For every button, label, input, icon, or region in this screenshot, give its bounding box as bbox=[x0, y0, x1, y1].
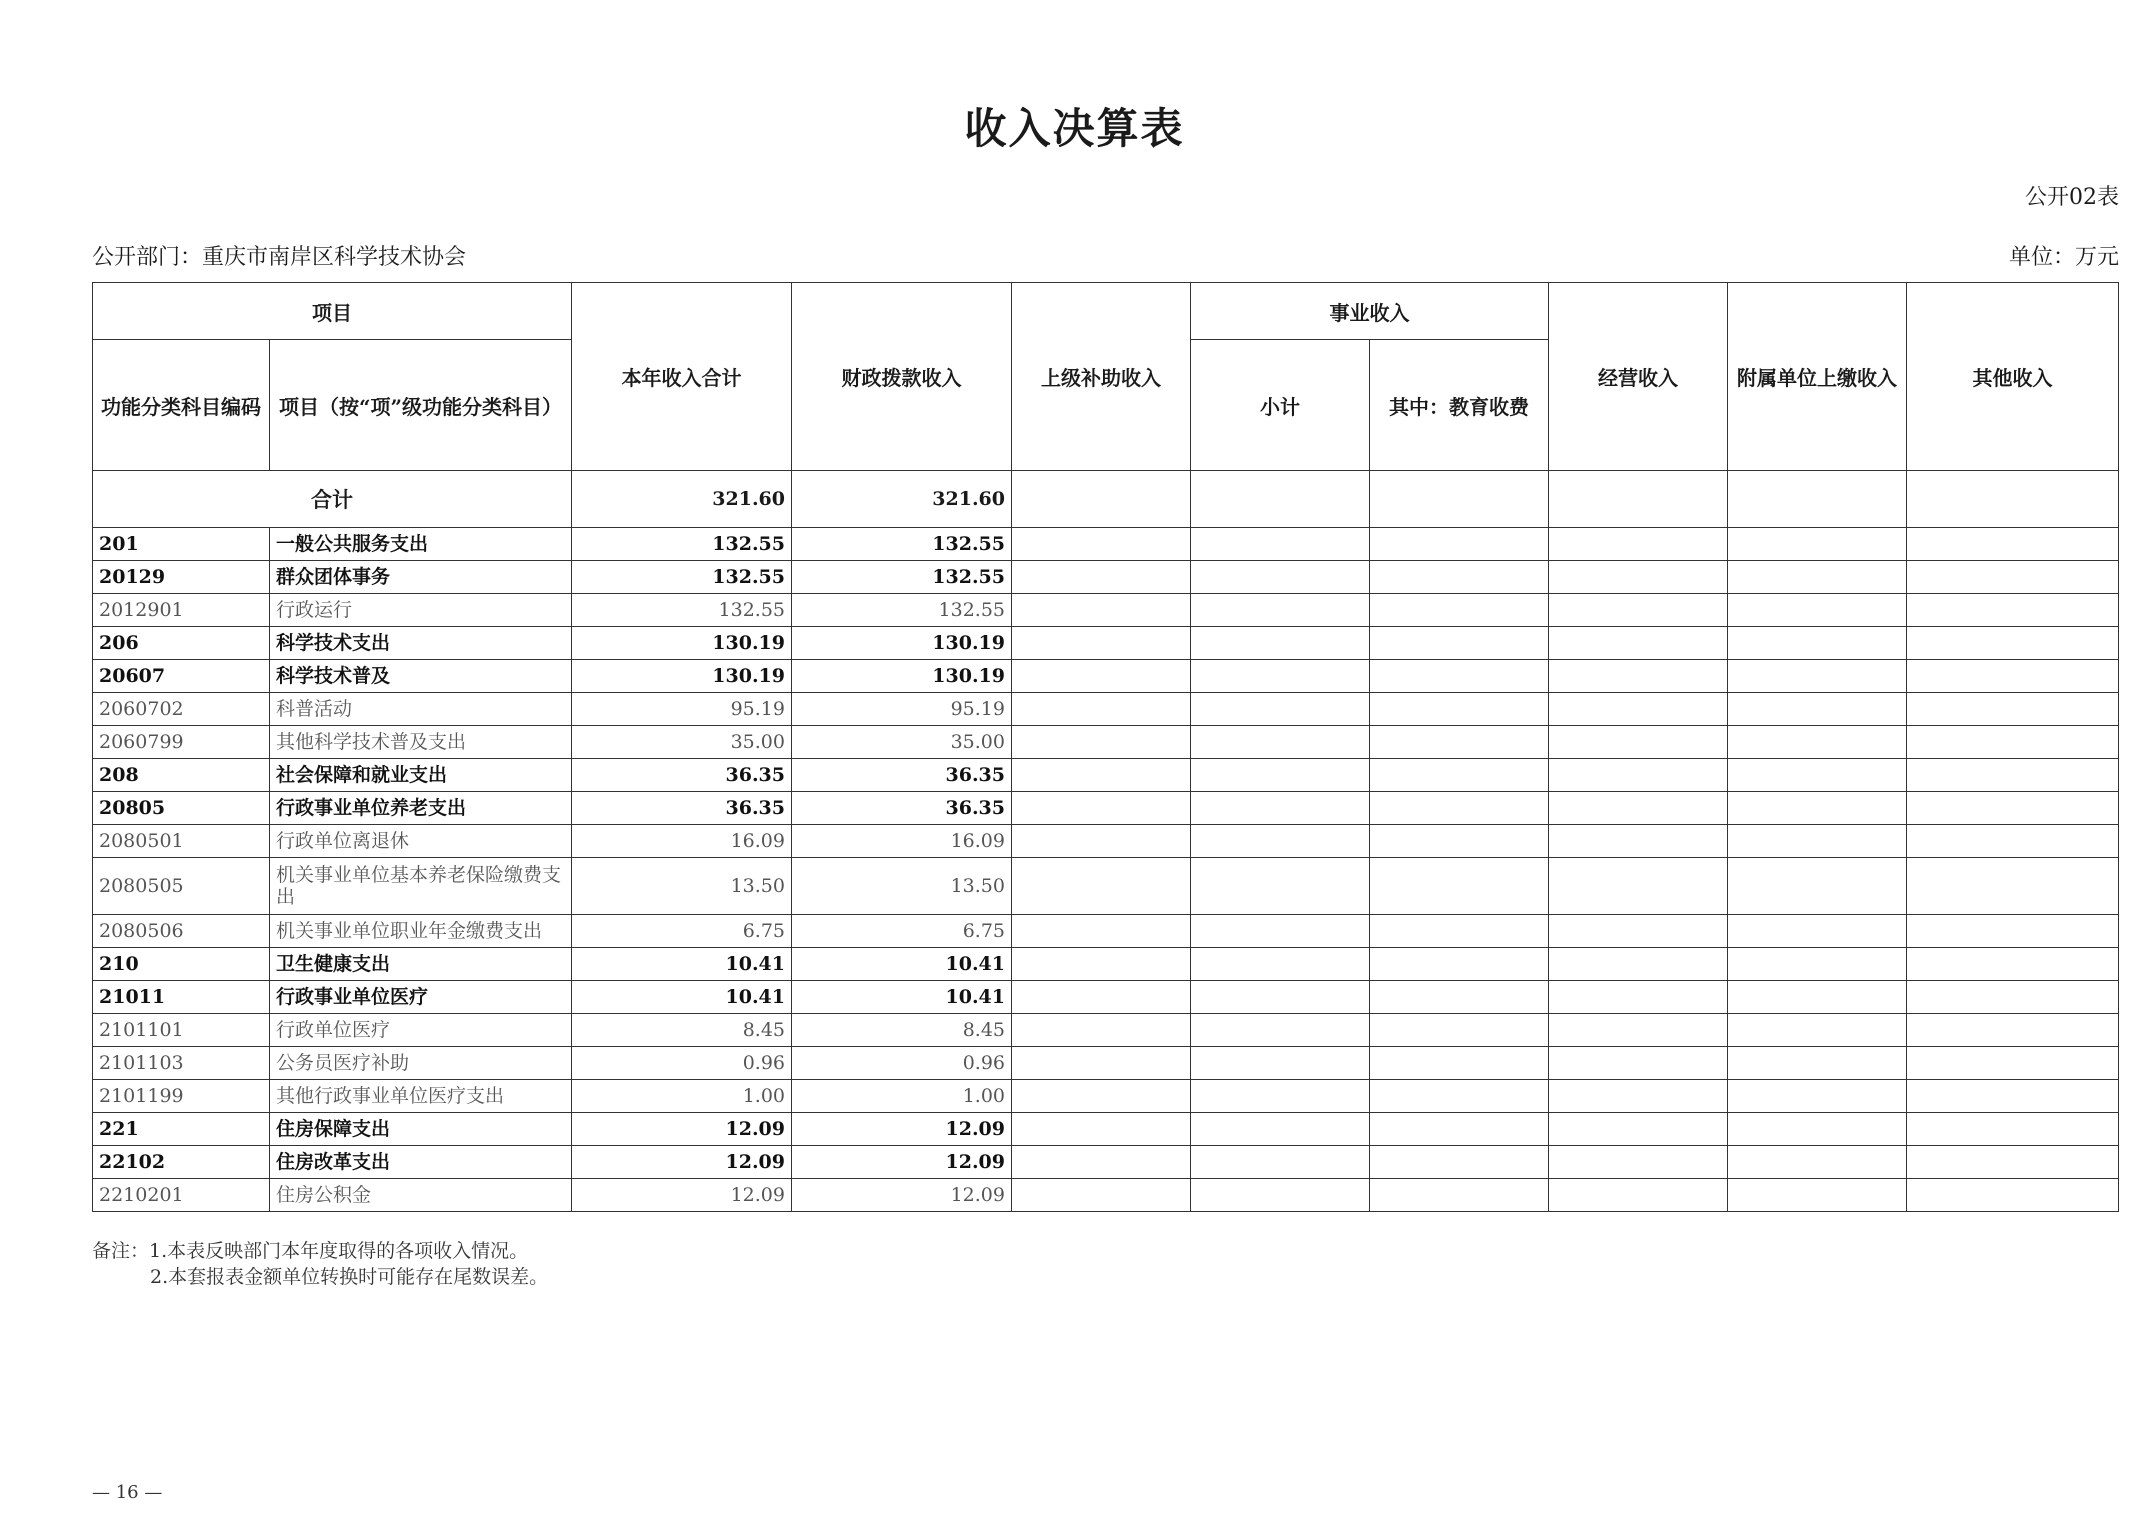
empty-cell bbox=[1370, 726, 1549, 759]
empty-cell bbox=[1191, 1146, 1370, 1179]
empty-cell bbox=[1370, 471, 1549, 528]
table-row bbox=[93, 1113, 2119, 1146]
empty-cell bbox=[1191, 948, 1370, 981]
row-name: 行政单位医疗 bbox=[270, 1014, 572, 1047]
header-code: 功能分类科目编码 bbox=[93, 340, 270, 471]
row-code: 208 bbox=[93, 759, 270, 792]
empty-cell bbox=[1907, 981, 2119, 1014]
row-total: 95.19 bbox=[572, 693, 792, 726]
empty-cell bbox=[1370, 915, 1549, 948]
table-row bbox=[93, 858, 2119, 915]
income-table bbox=[92, 282, 2119, 1212]
row-fiscal: 132.55 bbox=[792, 528, 1012, 561]
empty-cell bbox=[1549, 1113, 1728, 1146]
row-code: 201 bbox=[93, 528, 270, 561]
empty-cell bbox=[1907, 792, 2119, 825]
empty-cell bbox=[1012, 1047, 1191, 1080]
row-name: 其他科学技术普及支出 bbox=[270, 726, 572, 759]
form-number: 公开02表 bbox=[2025, 185, 2119, 210]
empty-cell bbox=[1728, 948, 1907, 981]
table-row bbox=[93, 627, 2119, 660]
empty-cell bbox=[1907, 1113, 2119, 1146]
note-2: 2.本套报表金额单位转换时可能存在尾数误差。 bbox=[150, 1266, 549, 1288]
empty-cell bbox=[1549, 792, 1728, 825]
empty-cell bbox=[1191, 915, 1370, 948]
empty-cell bbox=[1370, 561, 1549, 594]
header-other: 其他收入 bbox=[1907, 283, 2119, 471]
total-amount: 321.60 bbox=[572, 471, 792, 528]
empty-cell bbox=[1191, 1179, 1370, 1212]
table-row bbox=[93, 1014, 2119, 1047]
empty-cell bbox=[1012, 948, 1191, 981]
row-total: 130.19 bbox=[572, 627, 792, 660]
empty-cell bbox=[1549, 825, 1728, 858]
row-total: 1.00 bbox=[572, 1080, 792, 1113]
empty-cell bbox=[1012, 1179, 1191, 1212]
empty-cell bbox=[1907, 825, 2119, 858]
empty-cell bbox=[1191, 858, 1370, 915]
header-fiscal: 财政拨款收入 bbox=[792, 283, 1012, 471]
row-code: 2101199 bbox=[93, 1080, 270, 1113]
empty-cell bbox=[1012, 627, 1191, 660]
row-code: 2060702 bbox=[93, 693, 270, 726]
row-fiscal: 10.41 bbox=[792, 948, 1012, 981]
empty-cell bbox=[1370, 1146, 1549, 1179]
row-total: 0.96 bbox=[572, 1047, 792, 1080]
empty-cell bbox=[1728, 471, 1907, 528]
row-fiscal: 0.96 bbox=[792, 1047, 1012, 1080]
table-row bbox=[93, 1047, 2119, 1080]
row-total: 16.09 bbox=[572, 825, 792, 858]
row-code: 221 bbox=[93, 1113, 270, 1146]
empty-cell bbox=[1549, 528, 1728, 561]
empty-cell bbox=[1728, 858, 1907, 915]
empty-cell bbox=[1907, 693, 2119, 726]
empty-cell bbox=[1728, 759, 1907, 792]
empty-cell bbox=[1728, 1113, 1907, 1146]
empty-cell bbox=[1012, 471, 1191, 528]
header-name: 项目（按“项”级功能分类科目） bbox=[270, 340, 572, 471]
empty-cell bbox=[1370, 660, 1549, 693]
row-fiscal: 13.50 bbox=[792, 858, 1012, 915]
row-total: 132.55 bbox=[572, 594, 792, 627]
table-row bbox=[93, 594, 2119, 627]
row-total: 35.00 bbox=[572, 726, 792, 759]
empty-cell bbox=[1012, 915, 1191, 948]
empty-cell bbox=[1012, 1014, 1191, 1047]
empty-cell bbox=[1907, 471, 2119, 528]
row-fiscal: 1.00 bbox=[792, 1080, 1012, 1113]
empty-cell bbox=[1728, 915, 1907, 948]
row-total: 130.19 bbox=[572, 660, 792, 693]
unit-label: 单位：万元 bbox=[2008, 245, 2119, 270]
row-total: 10.41 bbox=[572, 948, 792, 981]
table-row bbox=[93, 981, 2119, 1014]
empty-cell bbox=[1549, 471, 1728, 528]
empty-cell bbox=[1907, 1080, 2119, 1113]
empty-cell bbox=[1012, 792, 1191, 825]
row-code: 206 bbox=[93, 627, 270, 660]
empty-cell bbox=[1370, 1014, 1549, 1047]
header-career-group: 事业收入 bbox=[1191, 283, 1549, 340]
empty-cell bbox=[1549, 561, 1728, 594]
empty-cell bbox=[1728, 1047, 1907, 1080]
row-name: 行政事业单位医疗 bbox=[270, 981, 572, 1014]
empty-cell bbox=[1012, 1146, 1191, 1179]
row-name: 卫生健康支出 bbox=[270, 948, 572, 981]
empty-cell bbox=[1728, 1080, 1907, 1113]
empty-cell bbox=[1191, 792, 1370, 825]
empty-cell bbox=[1728, 594, 1907, 627]
header-item-group: 项目 bbox=[93, 283, 572, 340]
row-code: 210 bbox=[93, 948, 270, 981]
header-education: 其中：教育收费 bbox=[1370, 340, 1549, 471]
empty-cell bbox=[1549, 726, 1728, 759]
empty-cell bbox=[1191, 1047, 1370, 1080]
empty-cell bbox=[1191, 561, 1370, 594]
total-row bbox=[93, 471, 2119, 528]
table-row bbox=[93, 759, 2119, 792]
empty-cell bbox=[1012, 981, 1191, 1014]
empty-cell bbox=[1012, 858, 1191, 915]
empty-cell bbox=[1549, 1179, 1728, 1212]
row-total: 36.35 bbox=[572, 759, 792, 792]
empty-cell bbox=[1728, 1179, 1907, 1212]
empty-cell bbox=[1728, 561, 1907, 594]
header-total: 本年收入合计 bbox=[572, 283, 792, 471]
empty-cell bbox=[1370, 1179, 1549, 1212]
row-code: 20129 bbox=[93, 561, 270, 594]
table-row bbox=[93, 693, 2119, 726]
empty-cell bbox=[1907, 948, 2119, 981]
row-fiscal: 8.45 bbox=[792, 1014, 1012, 1047]
empty-cell bbox=[1012, 726, 1191, 759]
row-name: 住房改革支出 bbox=[270, 1146, 572, 1179]
header-business: 经营收入 bbox=[1549, 283, 1728, 471]
empty-cell bbox=[1012, 660, 1191, 693]
empty-cell bbox=[1549, 948, 1728, 981]
row-code: 2080505 bbox=[93, 858, 270, 915]
empty-cell bbox=[1370, 594, 1549, 627]
row-fiscal: 130.19 bbox=[792, 660, 1012, 693]
empty-cell bbox=[1907, 759, 2119, 792]
row-name: 机关事业单位基本养老保险缴费支出 bbox=[270, 858, 572, 915]
total-fiscal: 321.60 bbox=[792, 471, 1012, 528]
row-total: 132.55 bbox=[572, 561, 792, 594]
table-row bbox=[93, 561, 2119, 594]
row-name: 其他行政事业单位医疗支出 bbox=[270, 1080, 572, 1113]
empty-cell bbox=[1191, 627, 1370, 660]
empty-cell bbox=[1191, 1113, 1370, 1146]
empty-cell bbox=[1012, 528, 1191, 561]
empty-cell bbox=[1728, 627, 1907, 660]
empty-cell bbox=[1907, 627, 2119, 660]
empty-cell bbox=[1012, 693, 1191, 726]
row-name: 一般公共服务支出 bbox=[270, 528, 572, 561]
empty-cell bbox=[1191, 825, 1370, 858]
department-label: 公开部门：重庆市南岸区科学技术协会 bbox=[92, 245, 467, 270]
empty-cell bbox=[1370, 1113, 1549, 1146]
empty-cell bbox=[1012, 561, 1191, 594]
row-total: 12.09 bbox=[572, 1113, 792, 1146]
row-name: 群众团体事务 bbox=[270, 561, 572, 594]
row-total: 6.75 bbox=[572, 915, 792, 948]
row-name: 科学技术普及 bbox=[270, 660, 572, 693]
table-row bbox=[93, 1146, 2119, 1179]
row-fiscal: 36.35 bbox=[792, 759, 1012, 792]
row-name: 科普活动 bbox=[270, 693, 572, 726]
empty-cell bbox=[1907, 528, 2119, 561]
page-number: — 16 — bbox=[92, 1482, 163, 1503]
note-1: 备注：1.本表反映部门本年度取得的各项收入情况。 bbox=[92, 1240, 529, 1262]
empty-cell bbox=[1370, 1080, 1549, 1113]
empty-cell bbox=[1549, 1014, 1728, 1047]
empty-cell bbox=[1191, 759, 1370, 792]
row-total: 10.41 bbox=[572, 981, 792, 1014]
row-total: 132.55 bbox=[572, 528, 792, 561]
row-code: 2101101 bbox=[93, 1014, 270, 1047]
empty-cell bbox=[1549, 1047, 1728, 1080]
empty-cell bbox=[1370, 792, 1549, 825]
empty-cell bbox=[1549, 627, 1728, 660]
row-name: 行政运行 bbox=[270, 594, 572, 627]
table-row bbox=[93, 1179, 2119, 1212]
row-total: 12.09 bbox=[572, 1179, 792, 1212]
table-row bbox=[93, 948, 2119, 981]
table-row bbox=[93, 726, 2119, 759]
row-fiscal: 10.41 bbox=[792, 981, 1012, 1014]
row-fiscal: 6.75 bbox=[792, 915, 1012, 948]
empty-cell bbox=[1370, 948, 1549, 981]
empty-cell bbox=[1370, 981, 1549, 1014]
empty-cell bbox=[1191, 1080, 1370, 1113]
empty-cell bbox=[1728, 693, 1907, 726]
row-total: 36.35 bbox=[572, 792, 792, 825]
row-fiscal: 35.00 bbox=[792, 726, 1012, 759]
empty-cell bbox=[1549, 981, 1728, 1014]
empty-cell bbox=[1012, 1080, 1191, 1113]
empty-cell bbox=[1370, 627, 1549, 660]
empty-cell bbox=[1728, 792, 1907, 825]
empty-cell bbox=[1907, 561, 2119, 594]
empty-cell bbox=[1012, 825, 1191, 858]
empty-cell bbox=[1012, 759, 1191, 792]
empty-cell bbox=[1370, 825, 1549, 858]
table-row bbox=[93, 660, 2119, 693]
empty-cell bbox=[1191, 528, 1370, 561]
empty-cell bbox=[1549, 660, 1728, 693]
row-code: 21011 bbox=[93, 981, 270, 1014]
empty-cell bbox=[1549, 858, 1728, 915]
empty-cell bbox=[1728, 726, 1907, 759]
empty-cell bbox=[1191, 594, 1370, 627]
empty-cell bbox=[1370, 693, 1549, 726]
row-fiscal: 132.55 bbox=[792, 561, 1012, 594]
row-code: 20607 bbox=[93, 660, 270, 693]
header-subtotal: 小计 bbox=[1191, 340, 1370, 471]
table-row bbox=[93, 915, 2119, 948]
empty-cell bbox=[1728, 1146, 1907, 1179]
header-superior: 上级补助收入 bbox=[1012, 283, 1191, 471]
empty-cell bbox=[1728, 825, 1907, 858]
empty-cell bbox=[1191, 660, 1370, 693]
empty-cell bbox=[1549, 1146, 1728, 1179]
empty-cell bbox=[1549, 1080, 1728, 1113]
row-name: 行政单位离退休 bbox=[270, 825, 572, 858]
row-code: 2012901 bbox=[93, 594, 270, 627]
empty-cell bbox=[1907, 1014, 2119, 1047]
empty-cell bbox=[1370, 1047, 1549, 1080]
row-fiscal: 132.55 bbox=[792, 594, 1012, 627]
empty-cell bbox=[1728, 981, 1907, 1014]
empty-cell bbox=[1549, 915, 1728, 948]
total-label: 合计 bbox=[93, 471, 572, 528]
empty-cell bbox=[1907, 594, 2119, 627]
empty-cell bbox=[1549, 693, 1728, 726]
empty-cell bbox=[1012, 594, 1191, 627]
table-row bbox=[93, 1080, 2119, 1113]
row-name: 住房保障支出 bbox=[270, 1113, 572, 1146]
row-fiscal: 95.19 bbox=[792, 693, 1012, 726]
row-total: 12.09 bbox=[572, 1146, 792, 1179]
row-name: 机关事业单位职业年金缴费支出 bbox=[270, 915, 572, 948]
empty-cell bbox=[1370, 858, 1549, 915]
empty-cell bbox=[1191, 981, 1370, 1014]
row-fiscal: 36.35 bbox=[792, 792, 1012, 825]
empty-cell bbox=[1549, 594, 1728, 627]
row-fiscal: 12.09 bbox=[792, 1146, 1012, 1179]
row-name: 行政事业单位养老支出 bbox=[270, 792, 572, 825]
row-name: 社会保障和就业支出 bbox=[270, 759, 572, 792]
empty-cell bbox=[1907, 726, 2119, 759]
empty-cell bbox=[1728, 528, 1907, 561]
empty-cell bbox=[1907, 1146, 2119, 1179]
page-title: 收入决算表 bbox=[964, 104, 1185, 153]
row-fiscal: 12.09 bbox=[792, 1179, 1012, 1212]
row-code: 2210201 bbox=[93, 1179, 270, 1212]
row-code: 2060799 bbox=[93, 726, 270, 759]
row-code: 20805 bbox=[93, 792, 270, 825]
table-row bbox=[93, 528, 2119, 561]
row-fiscal: 12.09 bbox=[792, 1113, 1012, 1146]
empty-cell bbox=[1370, 528, 1549, 561]
table-row bbox=[93, 792, 2119, 825]
row-code: 2080501 bbox=[93, 825, 270, 858]
row-name: 住房公积金 bbox=[270, 1179, 572, 1212]
empty-cell bbox=[1907, 858, 2119, 915]
empty-cell bbox=[1012, 1113, 1191, 1146]
empty-cell bbox=[1728, 1014, 1907, 1047]
row-code: 22102 bbox=[93, 1146, 270, 1179]
row-fiscal: 130.19 bbox=[792, 627, 1012, 660]
row-name: 科学技术支出 bbox=[270, 627, 572, 660]
empty-cell bbox=[1728, 660, 1907, 693]
empty-cell bbox=[1549, 759, 1728, 792]
row-code: 2080506 bbox=[93, 915, 270, 948]
empty-cell bbox=[1370, 759, 1549, 792]
empty-cell bbox=[1907, 1047, 2119, 1080]
empty-cell bbox=[1191, 726, 1370, 759]
header-affiliated: 附属单位上缴收入 bbox=[1728, 283, 1907, 471]
empty-cell bbox=[1191, 1014, 1370, 1047]
empty-cell bbox=[1191, 693, 1370, 726]
empty-cell bbox=[1907, 915, 2119, 948]
table-row bbox=[93, 825, 2119, 858]
empty-cell bbox=[1907, 660, 2119, 693]
row-code: 2101103 bbox=[93, 1047, 270, 1080]
row-total: 13.50 bbox=[572, 858, 792, 915]
row-fiscal: 16.09 bbox=[792, 825, 1012, 858]
empty-cell bbox=[1907, 1179, 2119, 1212]
row-name: 公务员医疗补助 bbox=[270, 1047, 572, 1080]
row-total: 8.45 bbox=[572, 1014, 792, 1047]
empty-cell bbox=[1191, 471, 1370, 528]
